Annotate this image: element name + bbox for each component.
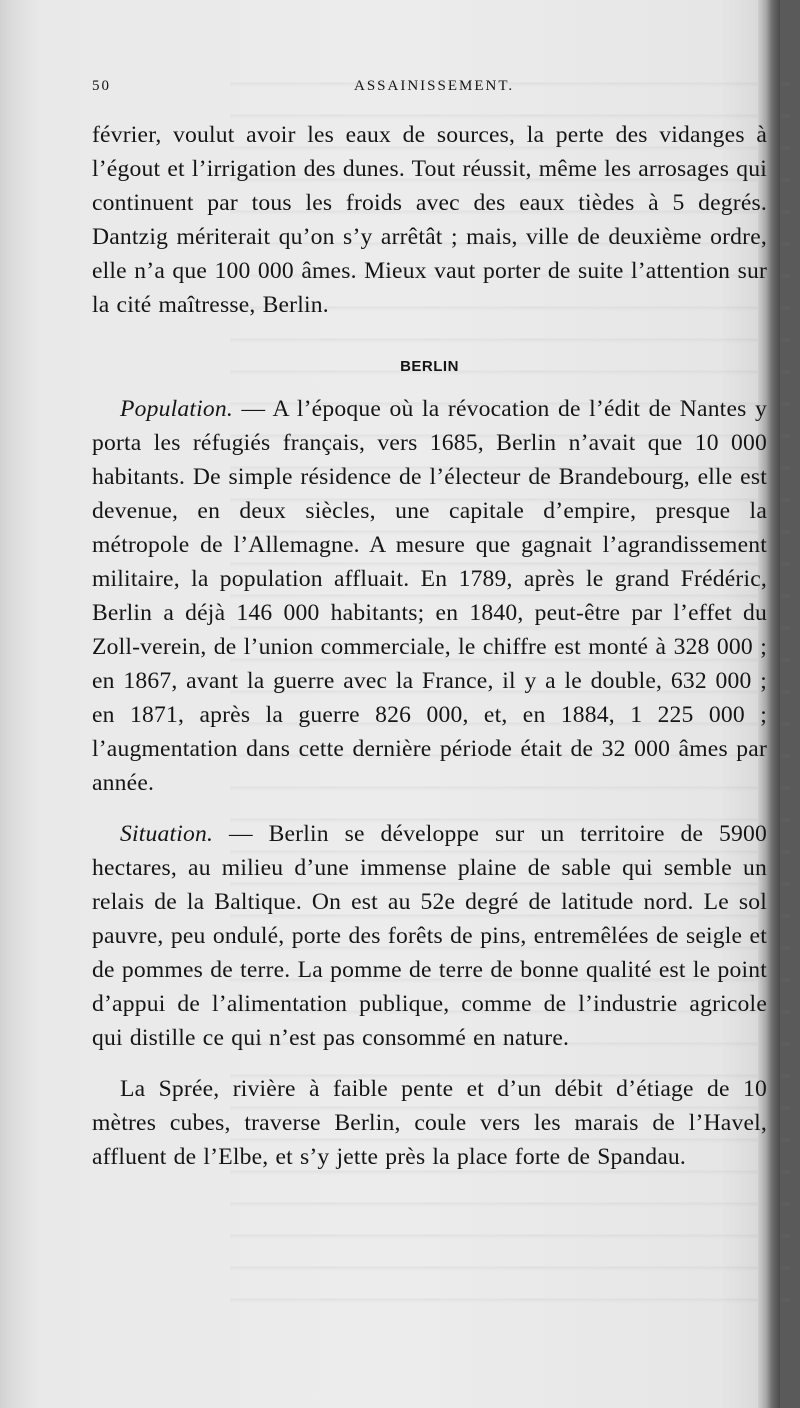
section-heading-berlin: BERLIN: [400, 358, 459, 375]
population-body: — A l’époque où la révocation de l’édit de Nantes y porta les réfugiés français, vers 1685, Berlin n’avait que 10 000 habitants. De simple résidence de l’électeur de Brandebourg, elle est devenue, en deux siècles, une capitale d’empire, presque la métropole de l’Allemagne. A mesure que gagnait l’agrandissement militaire, la population affluait. En 1789, après le grand Frédéric, Berlin a déjà 146 000 habitants; en 1840, peut-être par l’effet du Zoll-verein, de l’union commerciale, le chiffre est monté à 328 000 ; en 1867, avant la guerre avec la France, il y a le double, 632 000 ; en 1871, après la guerre 826 000, et, en 1884, 1 225 000 ; l’augmentation dans cette dernière période était de 32 000 âmes par année.: [92, 396, 767, 796]
population-lead-in: Population.: [120, 396, 233, 422]
page-text-block: [92, 78, 767, 1174]
page-number: 50: [92, 78, 111, 94]
page-header: [92, 78, 767, 108]
paragraph-population: [92, 392, 767, 800]
paragraph-situation: [92, 817, 767, 1055]
running-title: ASSAINISSEMENT.: [354, 78, 515, 94]
situation-lead-in: Situation.: [120, 821, 214, 847]
situation-body: — Berlin se développe sur un territoire de 5900 hectares, au milieu d’une immense plaine de sable qui semble un relais de la Baltique. On est au 52e degré de latitude nord. Le sol pauvre, peu ondulé, porte des forêts de pins, entremêlées de seigle et de pommes de terre. La pomme de terre de bonne qualité est le point d’appui de l’alimentation publique, comme de l’industrie agricole qui distille ce qui n’est pas consommé en nature.: [92, 821, 767, 1051]
paragraph-spree: La Sprée, rivière à faible pente et d’un débit d’étiage de 10 mètres cubes, traverse Berlin, coule vers les marais de l’Havel, affluent de l’Elbe, et s’y jette près la place forte de Spandau.: [92, 1076, 767, 1170]
paragraph-dantzig: février, voulut avoir les eaux de sources, la perte des vidanges à l’égout et l’irrigation des dunes. Tout réussit, même les arrosages qui continuent par tous les froids avec des eaux tièdes à 5 degrés. Dantzig mériterait qu’on s’y arrêtât ; mais, ville de deuxième ordre, elle n’a que 100 000 âmes. Mieux vaut porter de suite l’attention sur la cité maîtresse, Berlin.: [92, 122, 767, 318]
